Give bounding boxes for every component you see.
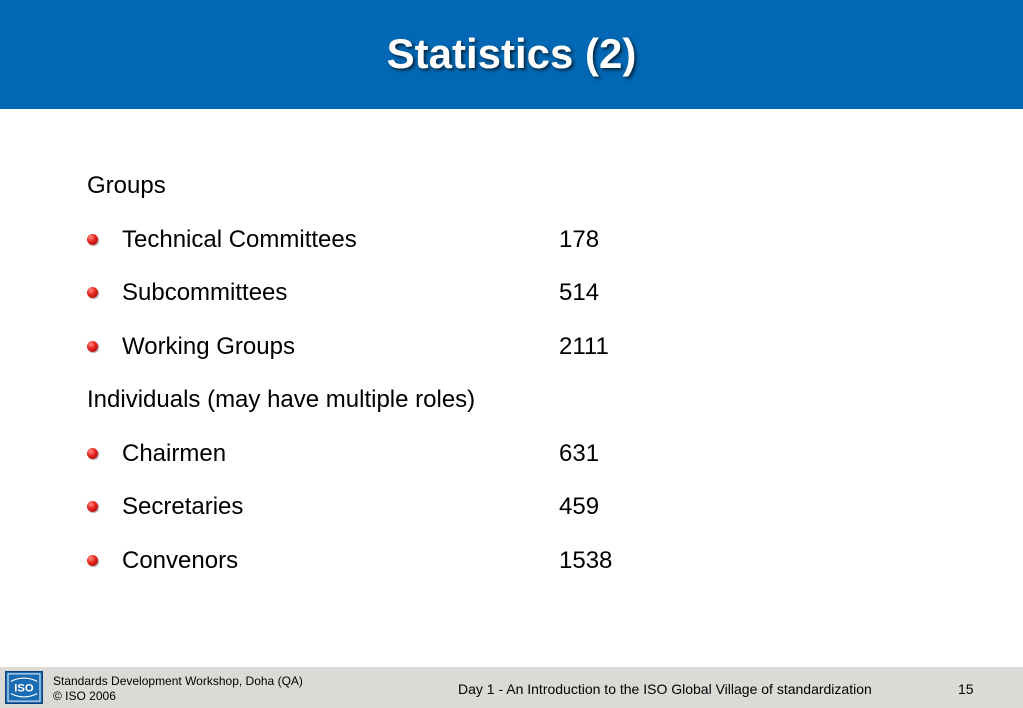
footer-info — [53, 674, 303, 704]
item-value: 1538 — [559, 546, 613, 574]
bullet-icon — [87, 448, 98, 459]
item-label: Working Groups — [122, 332, 295, 360]
bullet-icon — [87, 287, 98, 298]
item-label: Subcommittees — [122, 279, 288, 306]
item-label: Secretaries — [122, 493, 244, 520]
title-bar — [0, 0, 1023, 109]
groups-heading: Groups — [87, 172, 166, 199]
slide-title: Statistics (2) — [386, 30, 637, 77]
bullet-icon — [87, 501, 98, 512]
individuals-heading: Individuals (may have multiple roles) — [87, 386, 476, 413]
item-label: Technical Committees — [122, 225, 357, 253]
item-value: 631 — [559, 439, 600, 467]
workshop-label: Standards Development Workshop, Doha (QA) — [53, 674, 303, 688]
list-item — [87, 327, 987, 381]
bullet-icon — [87, 234, 98, 245]
list-item — [87, 487, 987, 541]
logo-text: ISO — [14, 682, 34, 695]
item-value: 2111 — [559, 332, 609, 360]
footer-bar — [0, 667, 1023, 708]
item-label: Convenors — [122, 546, 239, 574]
copyright-label: © ISO 2006 — [53, 689, 116, 703]
bullet-icon — [87, 341, 98, 352]
item-value: 514 — [559, 279, 600, 306]
list-item — [87, 434, 987, 488]
page-number: 15 — [958, 681, 974, 697]
list-item — [87, 220, 987, 274]
groups-heading-row — [87, 166, 987, 220]
item-label: Chairmen — [122, 439, 227, 467]
iso-logo-icon — [5, 671, 43, 704]
list-item — [87, 273, 987, 327]
bullet-icon — [87, 555, 98, 566]
day-title: Day 1 - An Introduction to the ISO Global Village of standardization — [458, 681, 872, 697]
item-value: 178 — [559, 225, 600, 253]
individuals-heading-row — [87, 380, 987, 434]
list-item — [87, 541, 987, 595]
statistics-list — [87, 166, 987, 594]
item-value: 459 — [559, 493, 600, 520]
